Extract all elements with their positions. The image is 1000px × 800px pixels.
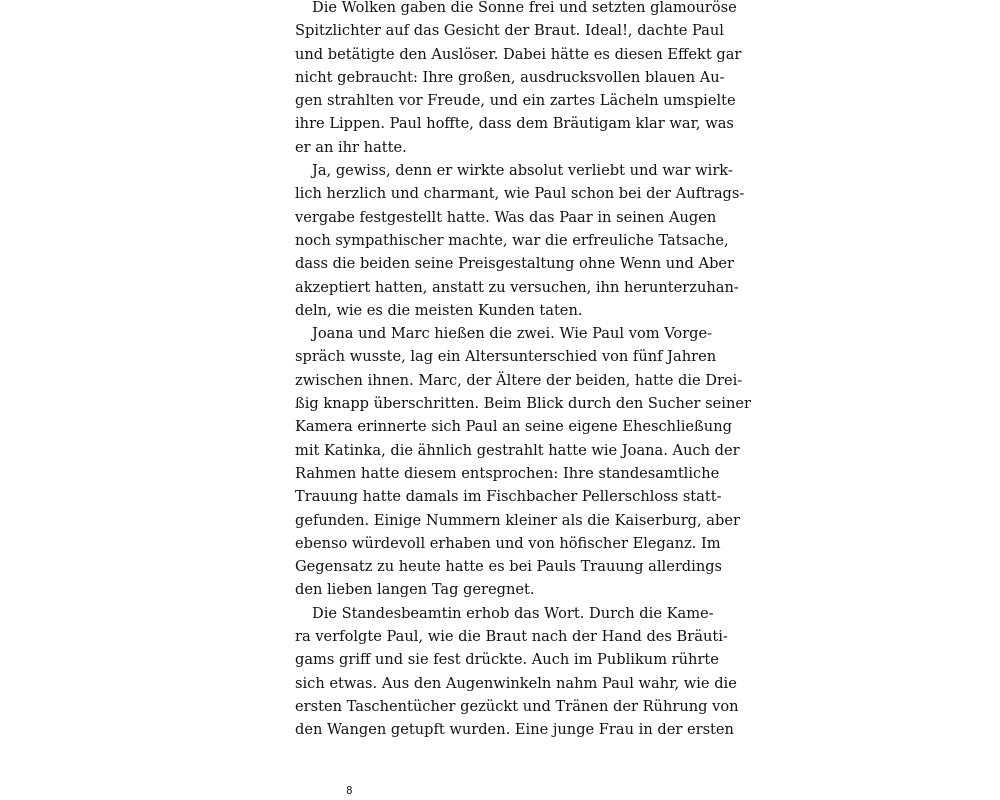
text-line: Die Wolken gaben die Sonne frei und setzten glamouröse [312,0,737,16]
text-line: und betätigte den Auslöser. Dabei hätte es diesen Effekt gar [295,45,742,63]
text-line: ersten Taschentücher gezückt und Tränen der Rührung von [295,697,739,715]
text-line: sich etwas. Aus den Augenwinkeln nahm Paul wahr, wie die [295,674,737,692]
text-column [295,0,751,742]
text-line: lich herzlich und charmant, wie Paul schon bei der Auftrags- [295,185,745,203]
text-line: er an ihr hatte. [295,138,407,156]
paragraph [295,159,745,322]
paragraph [295,602,739,742]
text-line: deln, wie es die meisten Kunden taten. [295,301,583,319]
text-line: mit Katinka, die ähnlich gestrahlt hatte wie Joana. Auch der [295,441,740,459]
text-line: akzeptiert hatten, anstatt zu versuchen, ihn herunterzuhan- [295,278,739,296]
text-line: Kamera erinnerte sich Paul an seine eigene Eheschließung [295,418,732,436]
text-line: ßig knapp überschritten. Beim Blick durch den Sucher seiner [295,395,751,413]
text-line: dass die beiden seine Preisgestaltung ohne Wenn und Aber [295,255,735,273]
text-line: ebenso würdevoll erhaben und von höfischer Eleganz. Im [295,534,721,552]
text-line: vergabe festgestellt hatte. Was das Paar in seinen Augen [295,208,717,226]
text-line: Ja, gewiss, denn er wirkte absolut verliebt und war wirk- [312,162,733,180]
text-line: Spitzlichter auf das Gesicht der Braut. Ideal!, dachte Paul [295,22,724,40]
text-line: gams griff und sie fest drückte. Auch im Publikum rührte [295,651,719,669]
paragraph [295,322,751,602]
text-line: ihre Lippen. Paul hoffte, dass dem Bräutigam klar war, was [295,115,734,133]
page-number: 8 [346,784,353,797]
text-line: Joana und Marc hießen die zwei. Wie Paul vom Vorge- [312,325,713,343]
text-line: den lieben langen Tag geregnet. [295,581,535,599]
text-line: Gegensatz zu heute hatte es bei Pauls Trauung allerdings [295,558,723,576]
text-line: Trauung hatte damals im Fischbacher Pellerschloss statt- [295,488,722,506]
text-line: zwischen ihnen. Marc, der Ältere der beiden, hatte die Drei- [295,371,743,389]
text-line: spräch wusste, lag ein Altersunterschied von fünf Jahren [295,348,717,366]
text-line: noch sympathischer machte, war die erfreuliche Tatsache, [295,231,729,249]
text-line: den Wangen getupft wurden. Eine junge Frau in der ersten [295,721,734,739]
text-line: Die Standesbeamtin erhob das Wort. Durch die Kame- [312,604,714,622]
text-line: gefunden. Einige Nummern kleiner als die Kaiserburg, aber [295,511,740,529]
text-line: ra verfolgte Paul, wie die Braut nach der Hand des Bräuti- [295,628,728,646]
paragraph [295,0,742,159]
text-line: nicht gebraucht: Ihre großen, ausdrucksvollen blauen Au- [295,68,725,86]
text-line: gen strahlten vor Freude, und ein zartes Lächeln umspielte [295,92,736,110]
text-line: Rahmen hatte diesem entsprochen: Ihre standesamtliche [295,464,720,482]
